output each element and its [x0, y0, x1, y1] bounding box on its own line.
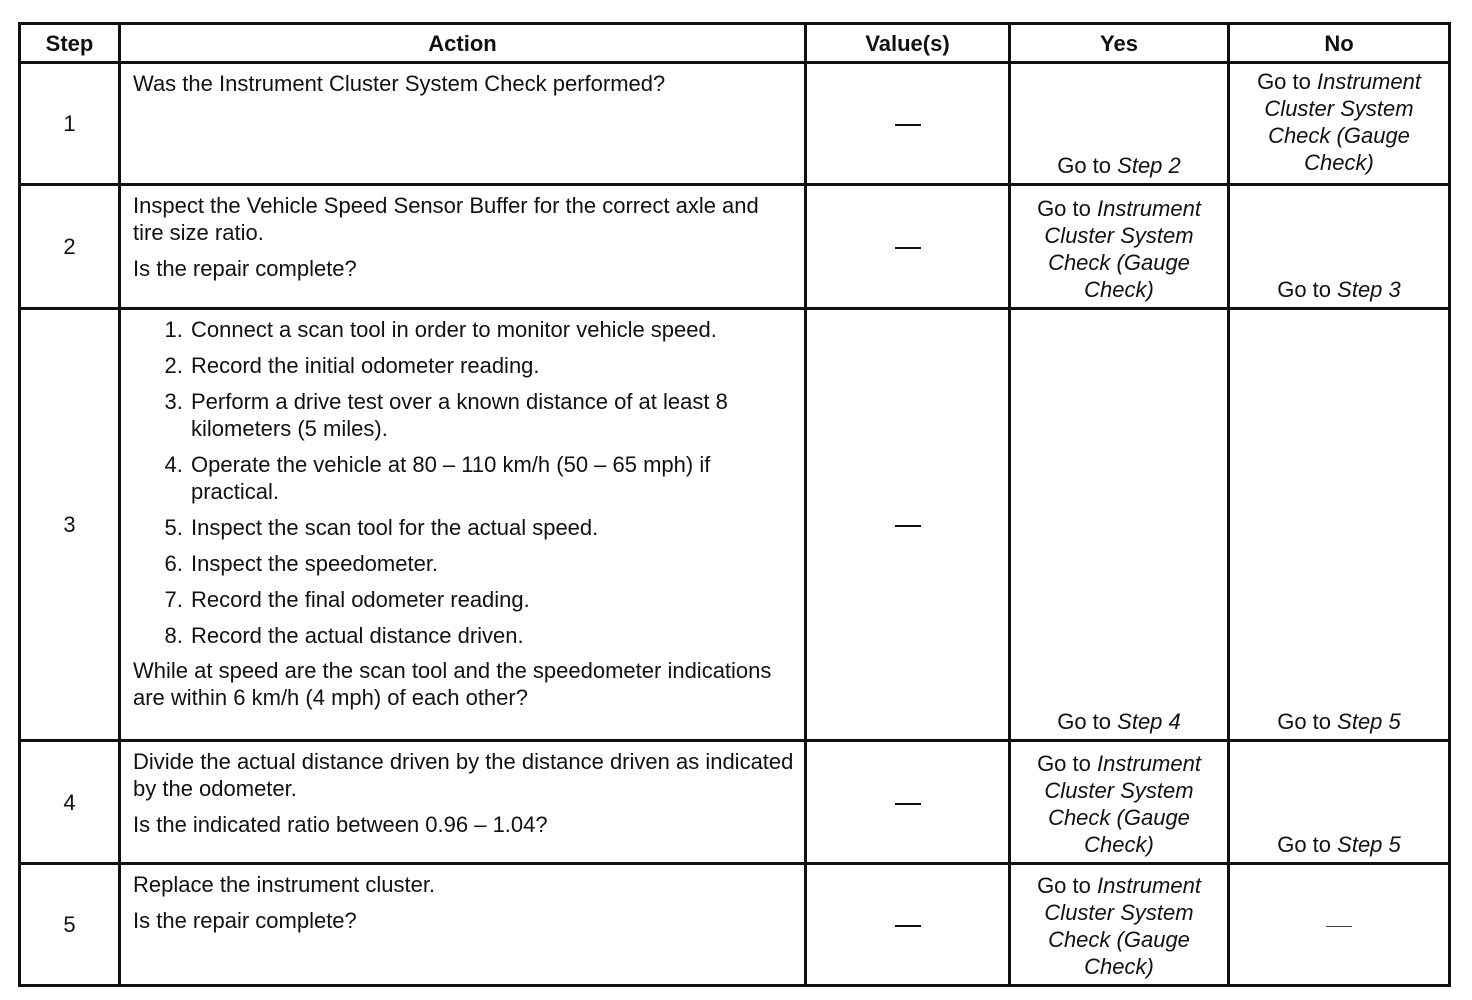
goto-prefix: Go to: [1277, 832, 1332, 857]
action-question: Is the repair complete?: [133, 908, 357, 933]
value-cell: [806, 741, 1010, 864]
action-text: Was the Instrument Cluster System Check performed?: [133, 71, 666, 96]
goto-prefix: Go to: [1037, 196, 1091, 221]
goto-target: Instrument Cluster System Check (Gauge Check): [1264, 69, 1421, 175]
no-cell: [1229, 864, 1450, 986]
header-action: Action: [120, 24, 806, 63]
step-number: 2: [20, 185, 120, 309]
goto-target: Instrument Cluster System Check (Gauge Check): [1044, 751, 1201, 857]
goto-target: Instrument Cluster System Check (Gauge Check): [1044, 873, 1201, 979]
table-row: [20, 309, 1450, 741]
table-row: [20, 741, 1450, 864]
procedure-step: 4. Operate the vehicle at 80 – 110 km/h (50 – 65 mph) if practical.: [189, 451, 794, 505]
goto-target: Step 5: [1337, 709, 1401, 734]
goto-target: Step 3: [1337, 277, 1401, 302]
action-question: Is the indicated ratio between 0.96 – 1.04?: [133, 812, 548, 837]
action-text: Replace the instrument cluster.: [133, 872, 436, 897]
goto-prefix: Go to: [1257, 69, 1311, 94]
action-cell: [120, 63, 806, 185]
goto-prefix: Go to: [1277, 277, 1332, 302]
diagnostic-table: [18, 22, 1451, 987]
em-dash: [895, 803, 921, 805]
action-question: Is the repair complete?: [133, 256, 357, 281]
procedure-list: [133, 316, 794, 649]
procedure-step: 1. Connect a scan tool in order to monitor vehicle speed.: [189, 316, 794, 343]
action-text: Divide the actual distance driven by the distance driven as indicated by the odometer.: [133, 749, 794, 801]
action-cell: [120, 741, 806, 864]
value-cell: [806, 63, 1010, 185]
yes-goto: [1057, 709, 1181, 734]
header-step: Step: [20, 24, 120, 63]
no-goto: [1257, 69, 1421, 175]
goto-prefix: Go to: [1277, 709, 1332, 734]
action-cell: [120, 185, 806, 309]
header-values: Value(s): [806, 24, 1010, 63]
em-dash: [895, 525, 921, 527]
no-goto: [1277, 832, 1401, 857]
no-cell: [1229, 309, 1450, 741]
yes-goto: [1037, 196, 1201, 302]
value-cell: [806, 309, 1010, 741]
action-cell: [120, 864, 806, 986]
procedure-step: 6. Inspect the speedometer.: [189, 550, 794, 577]
em-dash: [895, 247, 921, 249]
procedure-step: 3. Perform a drive test over a known distance of at least 8 kilometers (5 miles).: [189, 388, 794, 442]
yes-cell: [1010, 309, 1229, 741]
goto-target: Instrument Cluster System Check (Gauge Check): [1044, 196, 1201, 302]
yes-cell: [1010, 864, 1229, 986]
goto-target: Step 4: [1117, 709, 1181, 734]
action-cell: [120, 309, 806, 741]
yes-goto: [1037, 751, 1201, 857]
yes-cell: [1010, 63, 1229, 185]
step-number: 4: [20, 741, 120, 864]
table-row: [20, 864, 1450, 986]
no-cell: [1229, 741, 1450, 864]
em-dash: [1326, 926, 1352, 927]
yes-cell: [1010, 741, 1229, 864]
yes-cell: [1010, 185, 1229, 309]
no-cell: [1229, 185, 1450, 309]
yes-goto: [1057, 153, 1181, 178]
no-goto: [1277, 277, 1401, 302]
table-row: [20, 63, 1450, 185]
em-dash: [895, 124, 921, 126]
no-goto: [1277, 709, 1401, 734]
goto-target: Step 2: [1117, 153, 1181, 178]
action-text: Inspect the Vehicle Speed Sensor Buffer for the correct axle and tire size ratio.: [133, 193, 759, 245]
goto-target: Step 5: [1337, 832, 1401, 857]
table-row: [20, 185, 1450, 309]
value-cell: [806, 185, 1010, 309]
goto-prefix: Go to: [1037, 751, 1091, 776]
procedure-step: 8. Record the actual distance driven.: [189, 622, 794, 649]
step-number: 5: [20, 864, 120, 986]
no-cell: [1229, 63, 1450, 185]
procedure-step: 5. Inspect the scan tool for the actual speed.: [189, 514, 794, 541]
goto-prefix: Go to: [1037, 873, 1091, 898]
goto-prefix: Go to: [1057, 709, 1112, 734]
step-number: 1: [20, 63, 120, 185]
step-number: 3: [20, 309, 120, 741]
goto-prefix: Go to: [1057, 153, 1112, 178]
value-cell: [806, 864, 1010, 986]
procedure-step: 2. Record the initial odometer reading.: [189, 352, 794, 379]
procedure-step: 7. Record the final odometer reading.: [189, 586, 794, 613]
header-row: [20, 24, 1450, 63]
yes-goto: [1037, 873, 1201, 979]
header-yes: Yes: [1010, 24, 1229, 63]
header-no: No: [1229, 24, 1450, 63]
em-dash: [895, 925, 921, 927]
action-question: While at speed are the scan tool and the speedometer indications are within 6 km/h (4 mph) of each other?: [133, 658, 772, 710]
